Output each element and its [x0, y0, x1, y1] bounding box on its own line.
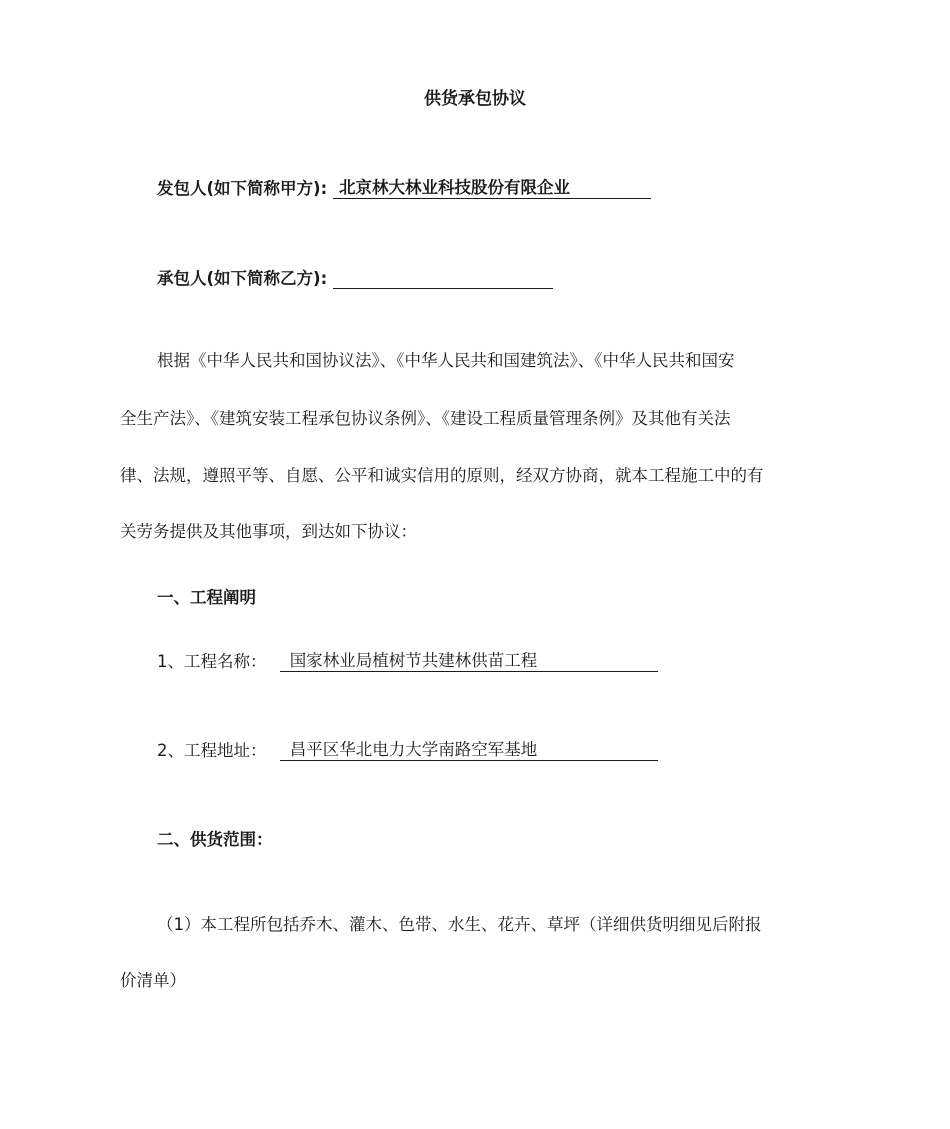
preamble-line-4: 关劳务提供及其他事项，到达如下协议：: [120, 522, 417, 541]
section2-heading: 二、供货范围：: [157, 830, 273, 849]
scope-line-2: 价清单）: [120, 971, 186, 990]
section1-heading: 一、工程阐明: [157, 588, 256, 607]
preamble-line-2: 全生产法》、《建筑安装工程承包协议条例》、《建设工程质量管理条例》及其他有关法: [120, 409, 731, 428]
party-b-value: [333, 268, 553, 289]
preamble-line-3: 律、法规，遵照平等、自愿、公平和诚实信用的原则，经双方协商，就本工程施工中的有: [120, 466, 764, 485]
document-title: 供货承包协议: [424, 89, 526, 109]
party-b-row: [157, 265, 553, 289]
project-address-label: 2、工程地址：: [157, 741, 267, 760]
project-name-value: 国家林业局植树节共建林供苗工程: [280, 651, 658, 672]
preamble-line-1: 根据《中华人民共和国协议法》、《中华人民共和国建筑法》、《中华人民共和国安: [157, 351, 735, 370]
project-address-row: [157, 737, 658, 761]
party-a-row: [157, 175, 651, 199]
party-a-label: 发包人(如下简称甲方):: [157, 179, 328, 198]
scope-line-1: （1）本工程所包括乔木、灌木、色带、水生、花卉、草坪（详细供货明细见后附报: [157, 915, 762, 934]
project-name-label: 1、工程名称：: [157, 652, 267, 671]
project-address-value: 昌平区华北电力大学南路空军基地: [280, 740, 658, 761]
party-b-label: 承包人(如下简称乙方):: [157, 269, 328, 288]
party-a-value: 北京林大林业科技股份有限企业: [333, 178, 651, 199]
project-name-row: [157, 648, 658, 672]
